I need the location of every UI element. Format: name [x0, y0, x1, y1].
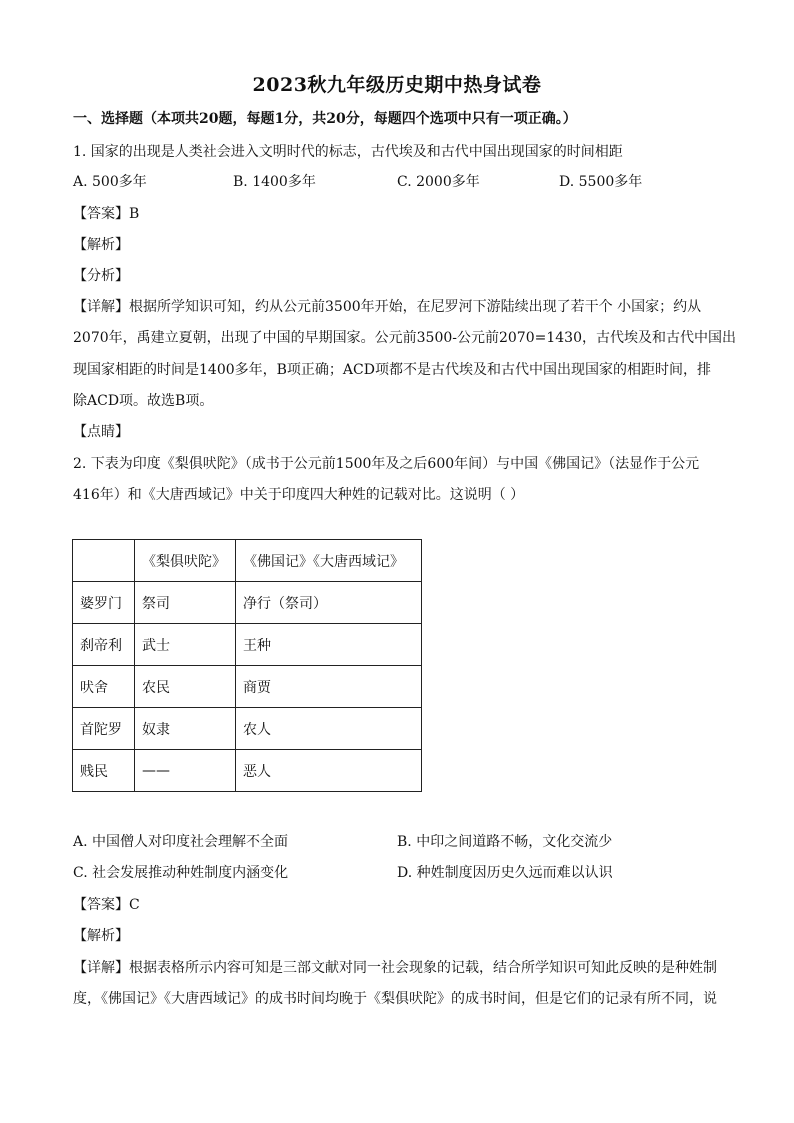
table-header-cell: [73, 540, 135, 582]
table-cell: 商贾: [236, 666, 422, 708]
q1-detail-line: 现国家相距的时间是1400多年，B项正确；ACD项都不是古代埃及和古代中国出现国家的相距时间，排: [73, 362, 711, 378]
section-heading: 一、选择题（本项共20题，每题1分，共20分，每题四个选项中只有一项正确。）: [73, 111, 577, 127]
table-cell: 奴隶: [135, 708, 236, 750]
table-cell: 农民: [135, 666, 236, 708]
table-row: [73, 750, 422, 792]
q1-detail-line: 除ACD项。故选B项。: [73, 393, 214, 409]
table-cell: 贱民: [73, 750, 135, 792]
q1-option-b[interactable]: B. 1400多年: [233, 174, 316, 190]
q2-answer: 【答案】C: [73, 897, 140, 913]
q2-option-d[interactable]: D. 种姓制度因历史久远而难以认识: [397, 865, 613, 881]
q1-option-a[interactable]: A. 500多年: [73, 174, 147, 190]
table-cell: 恶人: [236, 750, 422, 792]
q1-answer: 【答案】B: [73, 206, 140, 222]
table-row: [73, 708, 422, 750]
table-header-cell: 《梨俱吠陀》: [135, 540, 236, 582]
exam-title: 2023秋九年级历史期中热身试卷: [252, 74, 542, 96]
table-cell: 祭司: [135, 582, 236, 624]
q1-dianjing-label: 【点睛】: [73, 424, 129, 440]
q1-detail-line: 【详解】根据所学知识可知，约从公元前3500年开始，在尼罗河下游陆续出现了若干个 小国家；约从: [73, 299, 702, 315]
q1-fenxi-label: 【分析】: [73, 268, 129, 284]
q1-detail-line: 2070年，禹建立夏朝，出现了中国的早期国家。公元前3500-公元前2070=1430，古代埃及和古代中国出: [73, 330, 736, 346]
q2-stem-line: 416年）和《大唐西域记》中关于印度四大种姓的记载对比。这说明（ ）: [73, 487, 525, 503]
table-cell: 刹帝利: [73, 624, 135, 666]
table-header-row: [73, 540, 422, 582]
q1-jiexi-label: 【解析】: [73, 237, 129, 253]
q1-option-c[interactable]: C. 2000多年: [397, 174, 480, 190]
q2-detail-line: 【详解】根据表格所示内容可知是三部文献对同一社会现象的记载，结合所学知识可知此反映的是种姓制: [73, 960, 717, 976]
table-cell: 吠舍: [73, 666, 135, 708]
caste-comparison-table: [72, 539, 422, 792]
table-cell: 净行（祭司）: [236, 582, 422, 624]
table-cell: 王种: [236, 624, 422, 666]
table-row: [73, 666, 422, 708]
table-header-cell: 《佛国记》《大唐西域记》: [236, 540, 422, 582]
q2-option-a[interactable]: A. 中国僧人对印度社会理解不全面: [73, 834, 289, 850]
q2-jiexi-label: 【解析】: [73, 928, 129, 944]
q1-stem: 1. 国家的出现是人类社会进入文明时代的标志，古代埃及和古代中国出现国家的时间相距: [73, 144, 623, 160]
table-cell: 农人: [236, 708, 422, 750]
table-cell: 婆罗门: [73, 582, 135, 624]
table-cell: ——: [135, 750, 236, 792]
table-cell: 武士: [135, 624, 236, 666]
q2-option-b[interactable]: B. 中印之间道路不畅，文化交流少: [397, 834, 613, 850]
table-row: [73, 582, 422, 624]
q2-detail-line: 度，《佛国记》《大唐西域记》的成书时间均晚于《梨俱吠陀》的成书时间，但是它们的记录有所不同，说: [73, 991, 717, 1007]
q2-option-c[interactable]: C. 社会发展推动种姓制度内涵变化: [73, 865, 289, 881]
q2-stem-line: 2. 下表为印度《梨俱吠陀》（成书于公元前1500年及之后600年间）与中国《佛国记》（法显作于公元: [73, 456, 700, 472]
table-cell: 首陀罗: [73, 708, 135, 750]
table-row: [73, 624, 422, 666]
q1-option-d[interactable]: D. 5500多年: [559, 174, 643, 190]
